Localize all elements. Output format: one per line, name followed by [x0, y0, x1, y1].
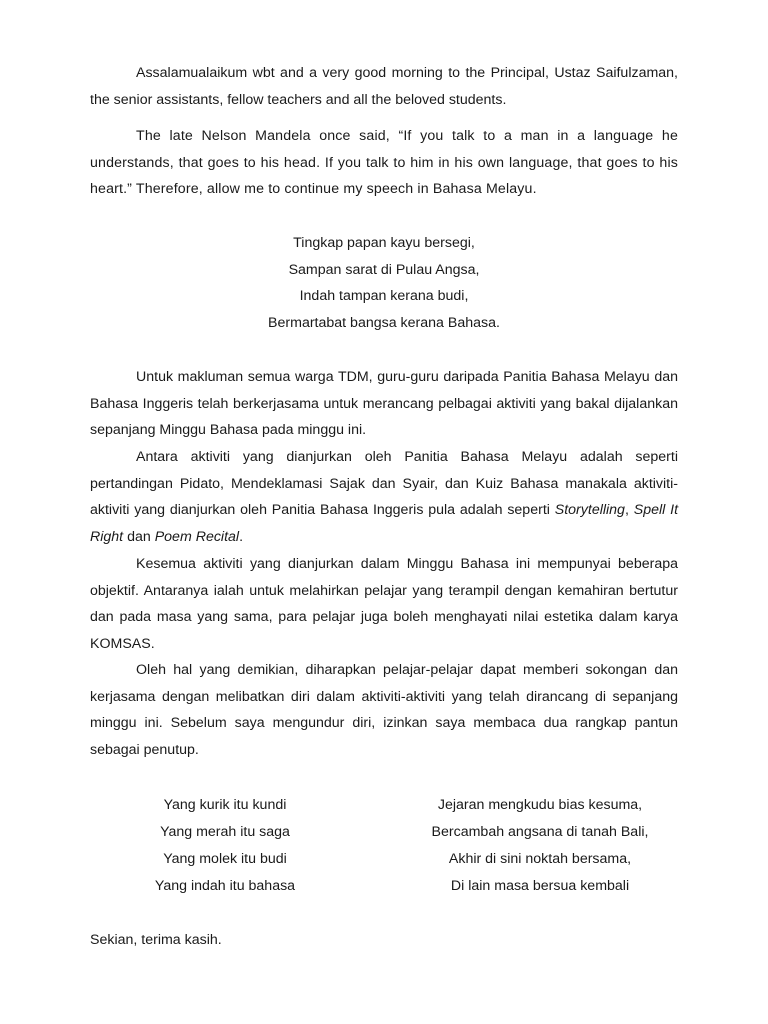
- pantun-line: Di lain masa bersua kembali: [450, 878, 630, 894]
- pantun-line: Sampan sarat di Pulau Angsa,: [288, 262, 480, 278]
- closing-pantun-right: [420, 792, 660, 900]
- activity-storytelling: Storytelling: [554, 502, 625, 519]
- aktiviti-paragraph: [90, 444, 678, 551]
- pantun-line: Yang merah itu saga: [160, 824, 290, 840]
- closing-pantun-left: [140, 792, 310, 900]
- activity-poem-recital: Poem Recital: [154, 529, 240, 546]
- activity-spell-it-right: Spell It Right: [90, 502, 679, 546]
- objektif-paragraph: Kesemua aktiviti yang dianjurkan dalam Minggu Bahasa ini mempunyai beberapa objektif. Antaranya ialah untuk melahirkan pelajar yang terampil dengan kemahiran bertutur dan pada masa yang sama, para pelajar juga boleh menghayati nilai estetika dalam karya KOMSAS.: [90, 556, 678, 653]
- closing-line: Sekian, terima kasih.: [90, 932, 222, 948]
- pantun-line: Indah tampan kerana budi,: [299, 288, 469, 304]
- separator: dan: [127, 529, 151, 546]
- pantun-line: Yang kurik itu kundi: [163, 797, 287, 813]
- pantun-line: Jejaran mengkudu bias kesuma,: [437, 797, 643, 813]
- pantun-line: Yang molek itu budi: [163, 851, 287, 867]
- period: .: [239, 529, 244, 546]
- mandela-quote-paragraph: The late Nelson Mandela once said, “If you talk to a man in a language he understands, that goes to his head. If you talk to him in his own language, that goes to his heart.” Therefore, allow me to continue my speech in Bahasa Melayu.: [90, 128, 678, 198]
- aktiviti-text: Antara aktiviti yang dianjurkan oleh Panitia Bahasa Melayu adalah seperti pertandingan Pidato, Mendeklamasi Sajak dan Syair, dan Kuiz Bahasa manakala aktiviti-aktiviti yang dianjurkan oleh Panitia Bahasa Inggeris pula adalah seperti: [90, 449, 678, 519]
- separator: ,: [624, 502, 629, 519]
- pantun-line: Bercambah angsana di tanah Bali,: [431, 824, 649, 840]
- makluman-paragraph: Untuk makluman semua warga TDM, guru-guru daripada Panitia Bahasa Melayu dan Bahasa Inggeris telah berkerjasama untuk merancang pelbagai aktiviti yang bakal dijalankan sepanjang Minggu Bahasa pada minggu ini.: [90, 369, 678, 439]
- pantun-line: Tingkap papan kayu bersegi,: [293, 235, 475, 251]
- pantun-line: Yang indah itu bahasa: [154, 878, 296, 894]
- pantun-line: Bermartabat bangsa kerana Bahasa.: [268, 315, 500, 331]
- greeting-paragraph: Assalamualaikum wbt and a very good morning to the Principal, Ustaz Saifulzaman, the senior assistants, fellow teachers and all the beloved students.: [90, 65, 678, 108]
- pantun-line: Akhir di sini noktah bersama,: [448, 851, 632, 867]
- sokongan-paragraph: Oleh hal yang demikian, diharapkan pelajar-pelajar dapat memberi sokongan dan kerjasama dengan melibatkan diri dalam aktiviti-aktiviti yang telah dirancang di sepanjang minggu ini. Sebelum saya mengundur diri, izinkan saya membaca dua rangkap pantun sebagai penutup.: [90, 662, 678, 759]
